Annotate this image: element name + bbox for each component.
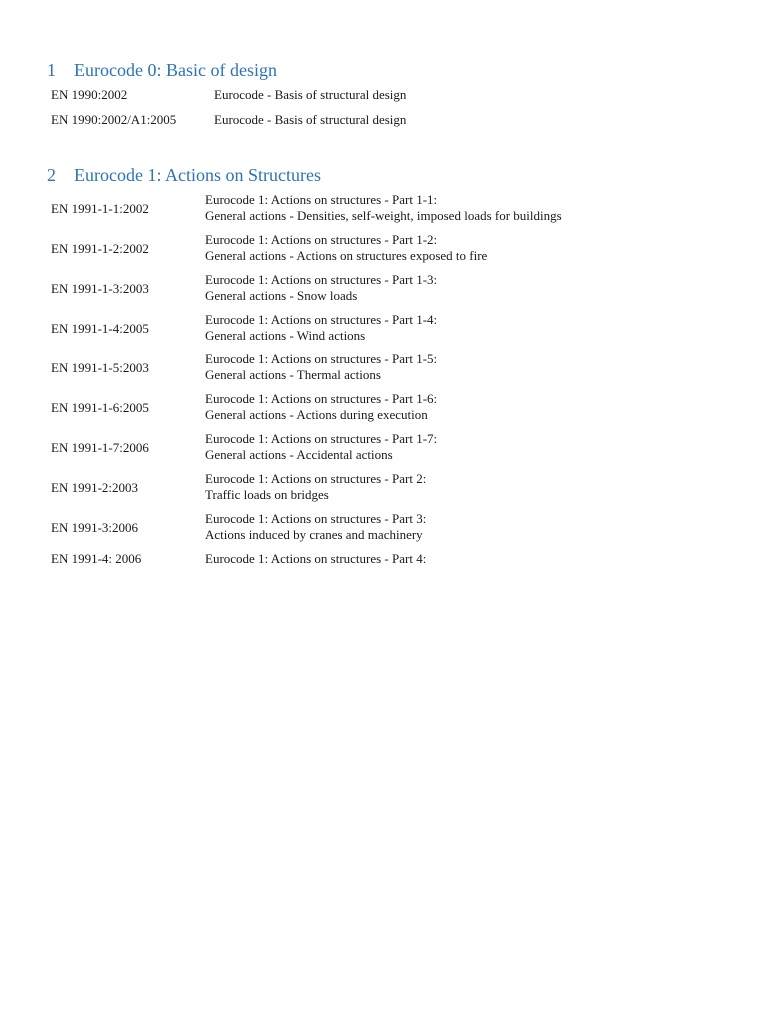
description-line-1: Eurocode 1: Actions on structures - Part 1-5: bbox=[205, 351, 438, 366]
standard-description: Eurocode 1: Actions on structures - Part 4: bbox=[205, 551, 427, 566]
standard-description bbox=[205, 391, 437, 423]
standard-code: EN 1991-1-7:2006 bbox=[51, 440, 149, 455]
section-number: 2 bbox=[47, 165, 56, 185]
description-line-2: General actions - Actions on structures exposed to fire bbox=[205, 248, 488, 263]
description-line-2: General actions - Snow loads bbox=[205, 288, 358, 303]
standard-description bbox=[205, 192, 562, 224]
standard-description: Eurocode - Basis of structural design bbox=[214, 87, 407, 102]
section-title: Eurocode 1: Actions on Structures bbox=[74, 165, 321, 185]
standard-description bbox=[205, 232, 487, 264]
section-heading bbox=[47, 59, 277, 81]
description-line-2: General actions - Accidental actions bbox=[205, 447, 393, 462]
description-line-1: Eurocode 1: Actions on structures - Part 1-1: bbox=[205, 192, 438, 207]
standard-code: EN 1991-1-2:2002 bbox=[51, 241, 149, 256]
section-heading bbox=[47, 164, 321, 186]
standard-code: EN 1990:2002 bbox=[51, 87, 128, 102]
description-line-2: General actions - Densities, self-weight, imposed loads for buildings bbox=[205, 208, 562, 223]
standard-description bbox=[205, 511, 426, 543]
standard-code: EN 1991-1-4:2005 bbox=[51, 321, 149, 336]
standard-description bbox=[205, 272, 437, 304]
description-line-2: Traffic loads on bridges bbox=[205, 487, 329, 502]
description-line-1: Eurocode 1: Actions on structures - Part 1-7: bbox=[205, 431, 438, 446]
section-title: Eurocode 0: Basic of design bbox=[74, 60, 277, 80]
description-line-1: Eurocode 1: Actions on structures - Part 1-2: bbox=[205, 232, 438, 247]
description-line-2: Actions induced by cranes and machinery bbox=[205, 527, 423, 542]
standard-description bbox=[205, 351, 437, 383]
standard-description: Eurocode - Basis of structural design bbox=[214, 112, 407, 127]
standard-code: EN 1991-2:2003 bbox=[51, 480, 139, 495]
description-line-2: General actions - Thermal actions bbox=[205, 367, 381, 382]
description-line-1: Eurocode 1: Actions on structures - Part 3: bbox=[205, 511, 427, 526]
standard-code: EN 1991-1-3:2003 bbox=[51, 281, 149, 296]
standard-code: EN 1991-3:2006 bbox=[51, 520, 139, 535]
section-number: 1 bbox=[47, 60, 56, 80]
description-line-1: Eurocode 1: Actions on structures - Part 2: bbox=[205, 471, 427, 486]
standard-code: EN 1991-1-5:2003 bbox=[51, 360, 149, 375]
description-line-1: Eurocode 1: Actions on structures - Part 1-6: bbox=[205, 391, 438, 406]
description-line-2: General actions - Actions during execution bbox=[205, 407, 428, 422]
standard-code: EN 1991-1-6:2005 bbox=[51, 400, 149, 415]
standard-description bbox=[205, 471, 426, 503]
standard-code: EN 1991-4: 2006 bbox=[51, 551, 142, 566]
description-line-1: Eurocode 1: Actions on structures - Part 1-3: bbox=[205, 272, 438, 287]
standard-description bbox=[205, 312, 437, 344]
standard-code: EN 1991-1-1:2002 bbox=[51, 201, 149, 216]
description-line-1: Eurocode 1: Actions on structures - Part 1-4: bbox=[205, 312, 438, 327]
standard-code: EN 1990:2002/A1:2005 bbox=[51, 112, 177, 127]
description-line-2: General actions - Wind actions bbox=[205, 328, 366, 343]
standard-description bbox=[205, 431, 437, 463]
